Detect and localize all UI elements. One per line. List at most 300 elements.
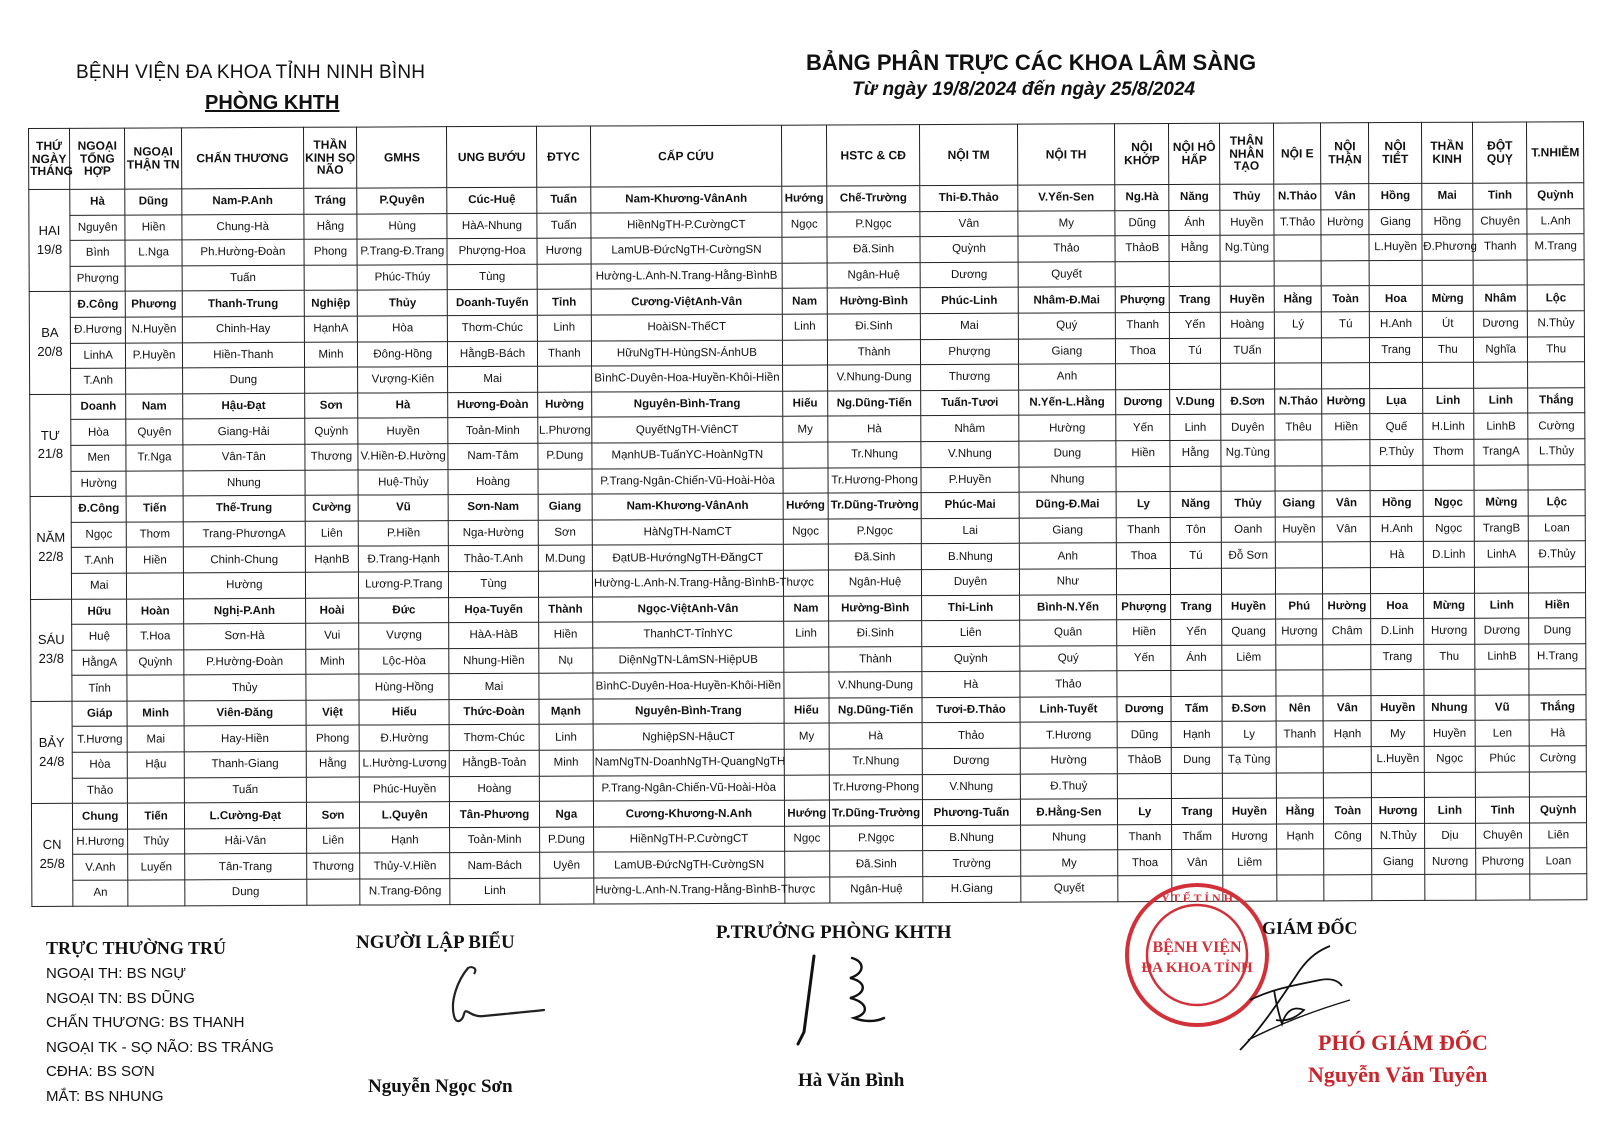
table-cell: Huệ-Thủy: [358, 469, 448, 495]
table-cell: Quyên: [126, 419, 183, 445]
table-cell: Đ.Thủy: [1529, 541, 1586, 567]
table-cell: Mai: [449, 674, 538, 700]
table-cell: Ly: [1118, 799, 1172, 825]
table-cell: L.Quyên: [360, 802, 450, 828]
table-cell: Hằng: [1277, 798, 1324, 824]
table-cell: Ngọc: [782, 212, 827, 238]
director-title: GIÁM ĐỐC: [1262, 918, 1358, 938]
table-cell: Toàn: [1321, 286, 1369, 312]
table-cell: Nghiệp: [304, 290, 357, 316]
table-cell: Hiếu: [784, 698, 829, 724]
table-cell: Giang: [538, 494, 592, 520]
table-cell: [1321, 235, 1369, 261]
table-cell: P.Dung: [538, 443, 592, 469]
table-cell: Hường-Bình: [827, 288, 920, 314]
table-cell: Hướng: [783, 493, 828, 519]
table-cell: Hiền: [1117, 620, 1171, 646]
department-name: PHÒNG KHTH: [205, 92, 340, 114]
table-cell: [304, 367, 357, 393]
table-cell: Huyền: [1275, 517, 1322, 543]
table-cell: Minh: [304, 342, 357, 368]
table-cell: Hùng: [357, 213, 447, 239]
table-cell: Anh: [1019, 543, 1117, 569]
table-cell: [1171, 568, 1221, 594]
table-cell: Quỳnh: [1530, 797, 1587, 823]
table-cell: Thủy: [1219, 184, 1273, 210]
table-cell: [1170, 261, 1220, 287]
table-cell: Vượng: [359, 623, 449, 649]
table-cell: Ngọc: [1423, 516, 1474, 542]
table-cell: Liên: [305, 521, 358, 547]
table-cell: [539, 776, 593, 802]
table-cell: Vân: [1322, 516, 1370, 542]
table-cell: Giang: [1372, 849, 1424, 875]
table-cell: Thành: [538, 597, 592, 623]
table-cell: Huyền: [358, 418, 448, 444]
table-cell: Tr.Hương-Phong: [829, 774, 922, 800]
table-cell: LamUB-ĐứcNgTH-CườngSN: [594, 852, 785, 878]
resident-line: NGOẠI TN: BS DŨNG: [46, 989, 195, 1007]
table-cell: [305, 470, 358, 496]
table-cell: Lý: [1274, 312, 1321, 338]
table-cell: Tiến: [128, 803, 185, 829]
table-cell: Ng.Dũng-Tiến: [829, 697, 922, 723]
table-cell: Phúc-Thúy: [357, 264, 447, 290]
table-cell: Dũng: [125, 189, 182, 215]
table-cell: Cương-ViệtAnh-Vân: [591, 289, 782, 315]
table-cell: Tr.Hương-Phong: [828, 467, 921, 493]
table-cell: Giang: [1275, 491, 1322, 517]
table-cell: Phúc-Huyền: [360, 776, 450, 802]
table-cell: P.Hường-Đoàn: [184, 649, 306, 675]
resident-line: NGOẠI TH: BS NGỰ: [46, 965, 187, 982]
table-cell: [1528, 464, 1585, 490]
table-cell: T.Hương: [72, 727, 127, 753]
table-cell: Quỳnh: [922, 646, 1020, 672]
table-cell: BìnhC-Duyên-Hoa-Huyền-Khôi-Hiền: [592, 365, 783, 391]
table-cell: Quý: [1018, 313, 1116, 339]
table-cell: [1423, 567, 1474, 593]
table-cell: [1424, 669, 1475, 695]
table-cell: LinhA: [1474, 541, 1528, 567]
table-cell: Họa-Tuyến: [449, 597, 538, 623]
table-cell: My: [1020, 850, 1118, 876]
table-cell: Thương: [307, 853, 360, 879]
preparer-title: NGƯỜI LẬP BIỂU: [356, 932, 515, 953]
table-cell: Dương: [920, 262, 1018, 288]
table-cell: [1474, 464, 1528, 490]
table-cell: Chung: [72, 803, 127, 829]
table-cell: Phong: [306, 726, 359, 752]
table-cell: [1220, 363, 1274, 389]
table-cell: Trang-PhươngA: [183, 521, 305, 547]
table-cell: Hằng: [304, 214, 357, 240]
table-cell: Tuấn: [182, 265, 304, 291]
day-name: TƯ: [40, 427, 60, 443]
table-cell: Linh: [1170, 415, 1220, 441]
hospital-name: BỆNH VIỆN ĐA KHOA TỈNH NINH BÌNH: [76, 62, 426, 83]
table-cell: [1324, 849, 1372, 875]
table-cell: [1322, 465, 1370, 491]
deputy-head-title: P.TRƯỞNG PHÒNG KHTH: [716, 922, 952, 943]
table-cell: Vân: [1321, 184, 1369, 210]
stamp-text-2: ĐA KHOA TỈNH: [1141, 960, 1253, 976]
table-cell: Nụ: [538, 648, 592, 674]
table-cell: Châm: [1323, 619, 1371, 645]
table-cell: Lai: [921, 518, 1019, 544]
table-cell: [1371, 670, 1423, 696]
table-cell: Mạnh: [539, 699, 593, 725]
table-cell: Hường-L.Anh-N.Trang-Hằng-BìnhB: [591, 263, 782, 289]
table-cell: Toản-Minh: [450, 827, 539, 853]
table-cell: Hà: [828, 416, 921, 442]
table-cell: [1321, 260, 1369, 286]
table-cell: Linh: [1475, 592, 1529, 618]
table-cell: Quyết: [1018, 262, 1116, 288]
table-cell: H.Anh: [1370, 311, 1422, 337]
column-header: T.NHIỄM: [1527, 122, 1584, 183]
table-cell: Như: [1019, 569, 1117, 595]
table-cell: Thảo: [1018, 236, 1116, 262]
table-cell: Dung: [1529, 618, 1586, 644]
table-cell: P.Thủy: [1370, 439, 1422, 465]
table-cell: LinhA: [70, 343, 125, 369]
table-cell: Dương: [1117, 696, 1171, 722]
date-range: Từ ngày 19/8/2024 đến ngày 25/8/2024: [852, 79, 1196, 100]
table-cell: Hạnh: [1323, 721, 1371, 747]
table-cell: Hạnh: [360, 828, 450, 854]
table-cell: [1275, 440, 1322, 466]
table-cell: ThanhCT-TỉnhYC: [593, 621, 784, 647]
table-cell: L.Hường-Lương: [359, 751, 449, 777]
table-cell: Giáp: [72, 701, 127, 727]
table-cell: Quỳnh: [305, 418, 358, 444]
table-cell: [1528, 362, 1585, 388]
table-cell: Phượng: [70, 266, 125, 292]
table-cell: P.Quyên: [357, 188, 447, 214]
table-cell: Nương: [1424, 849, 1475, 875]
table-cell: Hương: [1222, 824, 1276, 850]
table-cell: Hoàng: [450, 776, 539, 802]
table-cell: [1527, 259, 1584, 285]
table-cell: HàA-HàB: [449, 622, 538, 648]
table-cell: Dung: [1172, 747, 1222, 773]
table-cell: [784, 749, 829, 775]
table-cell: Hường: [1323, 593, 1371, 619]
table-cell: Nam: [126, 394, 183, 420]
table-cell: Quỳnh: [127, 650, 184, 676]
table-cell: N.Thủy: [1372, 823, 1424, 849]
table-cell: [1277, 875, 1324, 901]
table-cell: Tuấn: [184, 777, 306, 803]
table-cell: Mai: [71, 573, 126, 599]
table-cell: Tinh: [1473, 183, 1527, 209]
table-cell: Trang: [1170, 287, 1220, 313]
table-cell: Cường: [1528, 413, 1585, 439]
table-cell: Loan: [1530, 848, 1587, 874]
table-cell: Minh: [306, 649, 359, 675]
table-cell: P.Huyền: [921, 467, 1019, 493]
table-cell: NghiệpSN-HậuCT: [593, 724, 784, 750]
table-cell: Mừng: [1474, 490, 1528, 516]
column-header: NỘI HÔ HẤP: [1169, 123, 1220, 184]
table-cell: Hoàng: [448, 469, 537, 495]
table-cell: Phương-Tuấn: [923, 799, 1021, 825]
table-cell: [1370, 260, 1422, 286]
resident-line: CĐHA: BS SƠN: [46, 1063, 155, 1080]
table-cell: Dung: [185, 879, 307, 905]
table-cell: Hương: [1372, 798, 1424, 824]
table-cell: D.Linh: [1371, 619, 1423, 645]
table-cell: M.Dung: [538, 545, 592, 571]
table-cell: [1529, 567, 1586, 593]
column-header: ĐỘT QUỴ: [1473, 122, 1528, 183]
table-cell: LamUB-ĐứcNgTH-CườngSN: [591, 237, 782, 263]
table-cell: L.Nga: [125, 240, 182, 266]
table-cell: Thơm-Chúc: [450, 725, 539, 751]
table-cell: Nhung: [1019, 466, 1117, 492]
table-cell: Tr.Nhung: [829, 749, 922, 775]
table-cell: Cúc-Huệ: [447, 187, 536, 213]
table-cell: Thêu: [1275, 414, 1322, 440]
table-cell: Thi-Đ.Thảo: [920, 185, 1018, 211]
table-cell: Nhung: [1424, 695, 1475, 721]
resident-duty-title: TRỰC THƯỜNG TRÚ: [46, 938, 227, 958]
vice-director-name: Nguyễn Văn Tuyên: [1308, 1062, 1488, 1087]
table-cell: [1221, 466, 1275, 492]
table-cell: Phượng: [921, 339, 1019, 365]
table-cell: Yến: [1116, 415, 1170, 441]
table-cell: Nam-Khương-VânAnh: [592, 493, 783, 519]
table-cell: Đông-Hồng: [358, 341, 448, 367]
table-cell: Tân-Phương: [450, 802, 539, 828]
table-cell: Tươi-Đ.Thảo: [922, 697, 1020, 723]
table-cell: Thương: [921, 364, 1019, 390]
table-cell: [539, 673, 593, 699]
stamp-text-1: BỆNH VIỆN: [1152, 939, 1242, 956]
table-cell: N.Thủy: [1528, 311, 1585, 337]
table-cell: Tuấn: [537, 213, 591, 239]
table-cell: Nam-P.Anh: [182, 188, 304, 214]
table-cell: [1221, 568, 1275, 594]
day-name: HAI: [38, 222, 61, 238]
deputy-head-signature: [780, 948, 890, 1058]
table-cell: Thanh: [1473, 234, 1527, 260]
preparer-signature: [440, 960, 550, 1030]
table-cell: Duyên: [922, 569, 1020, 595]
table-cell: Yến: [1171, 619, 1221, 645]
day-date: 25/8: [39, 855, 65, 871]
table-cell: Phúc-Linh: [920, 288, 1018, 314]
table-cell: Hường: [1321, 209, 1369, 235]
table-cell: Dịu: [1424, 823, 1475, 849]
table-cell: Đ.Phương: [1422, 234, 1473, 260]
table-cell: QuyếtNgTH-ViênCT: [592, 417, 783, 443]
table-cell: Quân: [1019, 620, 1117, 646]
table-cell: N.Huyền: [126, 317, 183, 343]
table-cell: Sơn-Hà: [183, 623, 305, 649]
day-name: BA: [41, 325, 59, 341]
table-cell: Lộc: [1529, 490, 1586, 516]
table-cell: H.Linh: [1423, 414, 1474, 440]
table-cell: Thu: [1422, 337, 1473, 363]
column-header: NGOẠI TỔNG HỢP: [70, 128, 126, 189]
column-header: [781, 125, 826, 186]
table-cell: Thủy: [128, 829, 185, 855]
table-cell: Giang: [1019, 517, 1117, 543]
table-cell: Bình-N.Yến: [1019, 594, 1117, 620]
table-cell: [1323, 542, 1371, 568]
table-cell: Nam-Tâm: [448, 443, 537, 469]
table-cell: Đã.Sinh: [830, 851, 923, 877]
table-cell: B.Nhung: [923, 825, 1021, 851]
table-cell: [1423, 465, 1474, 491]
table-cell: [1172, 773, 1222, 799]
table-cell: Trang: [1172, 799, 1222, 825]
table-cell: [127, 675, 184, 701]
table-cell: P.Dung: [539, 827, 593, 853]
table-cell: [1323, 644, 1371, 670]
table-cell: H.Trang: [1529, 643, 1586, 669]
table-cell: Đ.Công: [71, 496, 126, 522]
table-cell: Men: [71, 445, 126, 471]
table-cell: Viên-Đăng: [184, 700, 306, 726]
table-cell: Ngọc: [1423, 490, 1474, 516]
table-cell: Lộc-Hòa: [359, 648, 449, 674]
table-cell: Ngọc: [784, 826, 829, 852]
table-cell: DiệnNgTN-LâmSN-HiệpUB: [593, 647, 784, 673]
duty-roster-table: [28, 121, 1587, 906]
table-cell: Hiền: [1529, 592, 1586, 618]
day-date: 22/8: [38, 548, 64, 564]
table-cell: Hùng-Hồng: [359, 674, 449, 700]
table-cell: [1323, 747, 1371, 773]
table-cell: Lụa: [1370, 388, 1422, 414]
table-cell: [1474, 567, 1528, 593]
table-cell: P.Huyền: [126, 342, 183, 368]
table-cell: Hiền: [125, 214, 182, 240]
table-cell: [1117, 568, 1171, 594]
table-cell: [784, 851, 829, 877]
table-cell: Hay-Hiền: [184, 726, 306, 752]
table-cell: [783, 468, 828, 494]
column-header: NỘI E: [1274, 123, 1321, 184]
table-cell: Huyền: [1371, 695, 1423, 721]
table-cell: [782, 340, 827, 366]
table-cell: Ngân-Huệ: [830, 877, 923, 903]
table-cell: Chinh-Chung: [183, 547, 305, 573]
table-cell: [539, 878, 593, 904]
table-cell: Thanh: [537, 341, 591, 367]
table-cell: Hằng: [306, 751, 359, 777]
table-cell: Vui: [306, 623, 359, 649]
table-cell: Phượng-Hoa: [447, 238, 536, 264]
table-cell: P.Trang-Ngân-Chiến-Vũ-Hoài-Hòa: [592, 468, 783, 494]
table-cell: Nga: [539, 801, 593, 827]
table-cell: Hường: [537, 392, 591, 418]
table-cell: Trang: [1171, 594, 1221, 620]
table-cell: [1171, 671, 1221, 697]
table-cell: Nhung: [183, 470, 305, 496]
table-cell: [1274, 235, 1321, 261]
table-cell: [1323, 568, 1371, 594]
table-cell: Thảo: [922, 723, 1020, 749]
table-cell: [1170, 363, 1220, 389]
table-cell: Đã.Sinh: [828, 544, 921, 570]
table-cell: Hồng: [1371, 491, 1423, 517]
table-cell: Hà: [829, 723, 922, 749]
table-cell: TUấn: [1220, 338, 1274, 364]
table-cell: Thoa: [1116, 543, 1170, 569]
table-cell: Tân-Trang: [184, 854, 306, 880]
table-cell: My: [1018, 210, 1116, 236]
table-cell: N.Thảo: [1274, 184, 1321, 210]
table-cell: Hường: [183, 572, 305, 598]
table-cell: Việt: [306, 700, 359, 726]
table-cell: Phong: [304, 239, 357, 265]
table-cell: [1371, 567, 1423, 593]
day-date: 20/8: [37, 343, 63, 360]
table-cell: [1115, 261, 1169, 287]
table-cell: Quỳnh: [920, 236, 1018, 262]
column-header: NỘI TM: [920, 124, 1018, 185]
table-cell: P.Ngọc: [828, 518, 921, 544]
table-cell: Sơn: [305, 393, 358, 419]
table-cell: Thanh-Trung: [182, 291, 304, 317]
table-cell: [1529, 669, 1586, 695]
day-name: CN: [42, 836, 62, 853]
table-cell: Trang: [1371, 644, 1423, 670]
table-cell: T.Anh: [71, 547, 126, 573]
table-cell: Doanh-Tuyến: [448, 290, 537, 316]
table-cell: Thắng: [1529, 695, 1586, 721]
preparer-name: Nguyễn Ngọc Sơn: [368, 1076, 513, 1097]
document-title: BẢNG PHÂN TRỰC CÁC KHOA LÂM SÀNG: [806, 50, 1257, 75]
table-cell: Nguyên: [70, 215, 125, 241]
column-header: NGOẠI THẬN TN: [125, 128, 182, 189]
table-cell: Hải-Vân: [184, 828, 306, 854]
table-cell: Mừng: [1423, 593, 1474, 619]
table-cell: Tỉnh: [72, 675, 127, 701]
table-cell: HạnhB: [305, 546, 358, 572]
table-cell: Thơm: [1423, 439, 1474, 465]
table-cell: My: [783, 416, 828, 442]
table-cell: HằngB-Toản: [450, 750, 539, 776]
table-cell: HiềnNgTH-P.CườngCT: [591, 212, 782, 238]
table-cell: Hậu-Đạt: [182, 393, 304, 419]
table-cell: Yến: [1117, 645, 1171, 671]
table-cell: Oanh: [1221, 517, 1275, 543]
table-cell: Chuyên: [1476, 823, 1530, 849]
table-cell: Huyền: [1424, 721, 1475, 747]
table-cell: Ngân-Huệ: [828, 570, 921, 596]
day-cell: [31, 701, 72, 804]
table-cell: Hòa: [72, 752, 127, 778]
table-cell: [1275, 465, 1322, 491]
table-cell: L.Anh: [1527, 208, 1584, 234]
table-cell: [128, 880, 185, 906]
table-cell: [1324, 875, 1372, 901]
table-cell: [125, 266, 182, 292]
day-name: SÁU: [37, 632, 65, 648]
table-cell: Quyết: [1020, 876, 1118, 902]
table-cell: ThảoB: [1117, 748, 1171, 774]
table-cell: Mừng: [1422, 286, 1473, 312]
table-cell: Dũng-Đ.Mai: [1019, 492, 1117, 518]
table-cell: Linh: [782, 314, 827, 340]
table-cell: Hướng: [782, 186, 827, 212]
table-cell: Phúc-Mai: [921, 492, 1019, 518]
